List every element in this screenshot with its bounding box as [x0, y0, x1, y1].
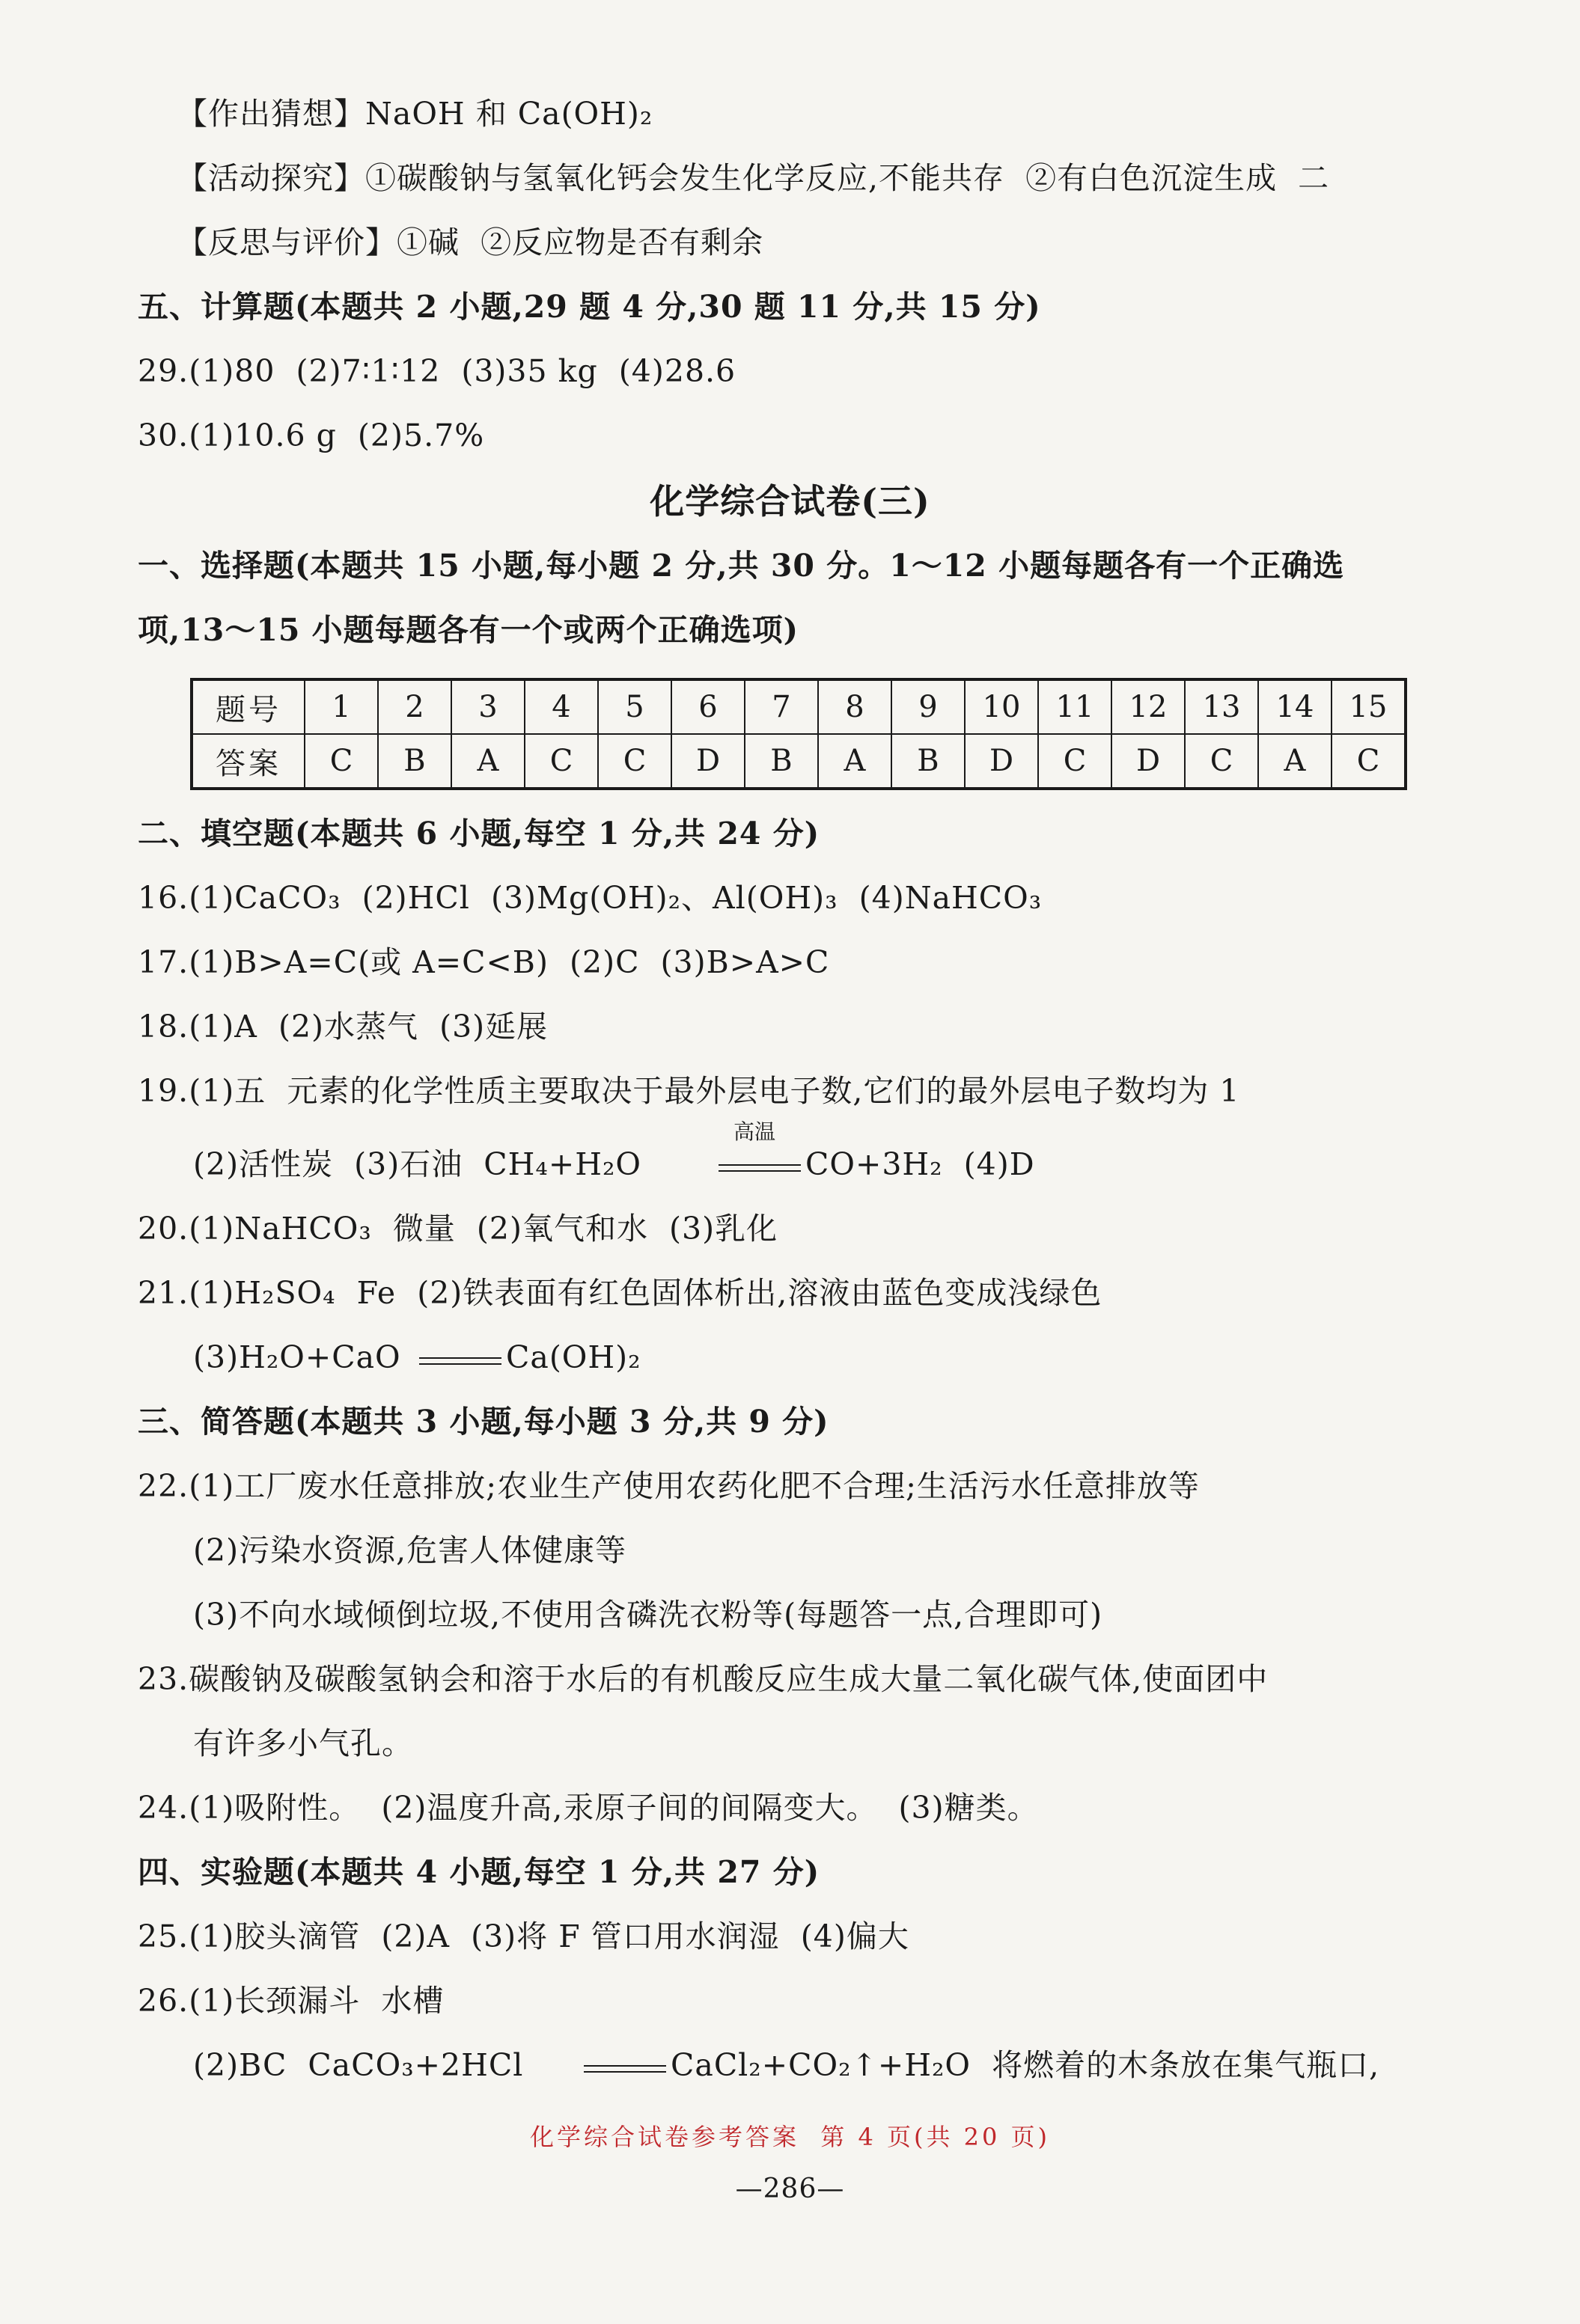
answer-26: 26.(1)长颈漏斗 水槽: [138, 1983, 445, 2019]
table-cell: 10: [965, 679, 1038, 734]
table-cell: A: [818, 734, 891, 789]
table-cell: C: [1038, 734, 1111, 789]
table-cell: 8: [818, 679, 891, 734]
table-cell: 9: [891, 679, 965, 734]
reaction-condition: 高温: [733, 1119, 776, 1144]
table-cell: B: [745, 734, 818, 789]
table-cell: C: [1185, 734, 1258, 789]
section-4-heading: 四、实验题(本题共 4 小题,每空 1 分,共 27 分): [138, 1854, 820, 1890]
page-number: —286—: [735, 2174, 845, 2204]
table-cell: 14: [1258, 679, 1332, 734]
answer-16: 16.(1)CaCO₃ (2)HCl (3)Mg(OH)₂、Al(OH)₃ (4)NaHCO₃: [138, 880, 1043, 916]
answer-29: 29.(1)80 (2)7∶1∶12 (3)35 kg (4)28.6: [138, 353, 736, 389]
answer-19-cont-right: CO+3H₂ (4)D: [805, 1146, 1035, 1182]
answer-22-3: (3)不向水域倾倒垃圾,不使用含磷洗衣粉等(每题答一点,合理即可): [193, 1597, 1103, 1633]
guess-line: 【作出猜想】NaOH 和 Ca(OH)₂: [177, 96, 653, 132]
answer-23: 23.碳酸钠及碳酸氢钠会和溶于水后的有机酸反应生成大量二氧化碳气体,使面团中: [138, 1661, 1269, 1697]
table-cell: 5: [598, 679, 671, 734]
reflect-line: 【反思与评价】①碱 ②反应物是否有剩余: [177, 224, 764, 260]
table-cell: C: [1332, 734, 1406, 789]
section-1-heading-cont: 项,13～15 小题每题各有一个或两个正确选项): [138, 612, 799, 648]
table-answer-label: 答案: [192, 734, 305, 789]
table-row-numbers: [192, 679, 1406, 734]
table-cell: A: [1258, 734, 1332, 789]
answer-25: 25.(1)胶头滴管 (2)A (3)将 F 管口用水润湿 (4)偏大: [138, 1918, 909, 1954]
answer-30: 30.(1)10.6 g (2)5.7%: [138, 418, 485, 453]
answer-20: 20.(1)NaHCO₃ 微量 (2)氧气和水 (3)乳化: [138, 1211, 778, 1247]
table-cell: 12: [1111, 679, 1185, 734]
table-cell: D: [1111, 734, 1185, 789]
table-cell: C: [525, 734, 598, 789]
table-cell: 6: [671, 679, 745, 734]
table-cell: 15: [1332, 679, 1406, 734]
table-cell: B: [891, 734, 965, 789]
table-cell: B: [378, 734, 451, 789]
equals-sign-icon: [419, 1357, 501, 1365]
answer-21-eq-right: Ca(OH)₂: [506, 1339, 641, 1375]
table-cell: 4: [525, 679, 598, 734]
table-cell: 13: [1185, 679, 1258, 734]
table-cell: C: [305, 734, 378, 789]
answer-table: [190, 678, 1407, 790]
answer-21-eq-left: (3)H₂O+CaO: [193, 1339, 401, 1375]
table-cell: 11: [1038, 679, 1111, 734]
answer-22-2: (2)污染水资源,危害人体健康等: [193, 1532, 627, 1568]
table-cell: 7: [745, 679, 818, 734]
table-cell: C: [598, 734, 671, 789]
table-cell: 2: [378, 679, 451, 734]
section-3-heading: 三、简答题(本题共 3 小题,每小题 3 分,共 9 分): [138, 1404, 829, 1440]
page-title: 化学综合试卷(三): [650, 481, 930, 522]
table-header-label: 题号: [192, 679, 305, 734]
section-1-heading: 一、选择题(本题共 15 小题,每小题 2 分,共 30 分。1～12 小题每题各有一个正确选: [138, 548, 1345, 584]
answer-23-cont: 有许多小气孔。: [193, 1725, 413, 1761]
answer-19: 19.(1)五 元素的化学性质主要取决于最外层电子数,它们的最外层电子数均为 1: [138, 1073, 1240, 1109]
table-cell: A: [451, 734, 525, 789]
answer-22: 22.(1)工厂废水任意排放;农业生产使用农药化肥不合理;生活污水任意排放等: [138, 1468, 1200, 1504]
table-cell: D: [965, 734, 1038, 789]
answer-26-eq-left: (2)BC CaCO₃+2HCl: [193, 2047, 524, 2083]
table-cell: 1: [305, 679, 378, 734]
answer-18: 18.(1)A (2)水蒸气 (3)延展: [138, 1009, 549, 1045]
answer-26-eq-right: CaCl₂+CO₂↑+H₂O 将燃着的木条放在集气瓶口,: [671, 2047, 1380, 2083]
table-cell: D: [671, 734, 745, 789]
answer-17: 17.(1)B>A=C(或 A=C<B) (2)C (3)B>A>C: [138, 944, 830, 980]
footer-caption: 化学综合试卷参考答案 第 4 页(共 20 页): [529, 2123, 1051, 2151]
section-5-heading: 五、计算题(本题共 2 小题,29 题 4 分,30 题 11 分,共 15 分): [138, 289, 1041, 325]
equals-sign-icon: [719, 1164, 801, 1172]
table-cell: 3: [451, 679, 525, 734]
equals-sign-icon: [584, 2065, 666, 2073]
section-2-heading: 二、填空题(本题共 6 小题,每空 1 分,共 24 分): [138, 816, 820, 851]
explore-line: 【活动探究】①碳酸钠与氢氧化钙会发生化学反应,不能共存 ②有白色沉淀生成 二: [177, 160, 1330, 196]
table-row-answers: [192, 734, 1406, 789]
answer-21: 21.(1)H₂SO₄ Fe (2)铁表面有红色固体析出,溶液由蓝色变成浅绿色: [138, 1275, 1102, 1311]
answer-19-cont-left: (2)活性炭 (3)石油 CH₄+H₂O: [193, 1146, 642, 1182]
answer-24: 24.(1)吸附性。 (2)温度升高,汞原子间的间隔变大。 (3)糖类。: [138, 1790, 1039, 1826]
